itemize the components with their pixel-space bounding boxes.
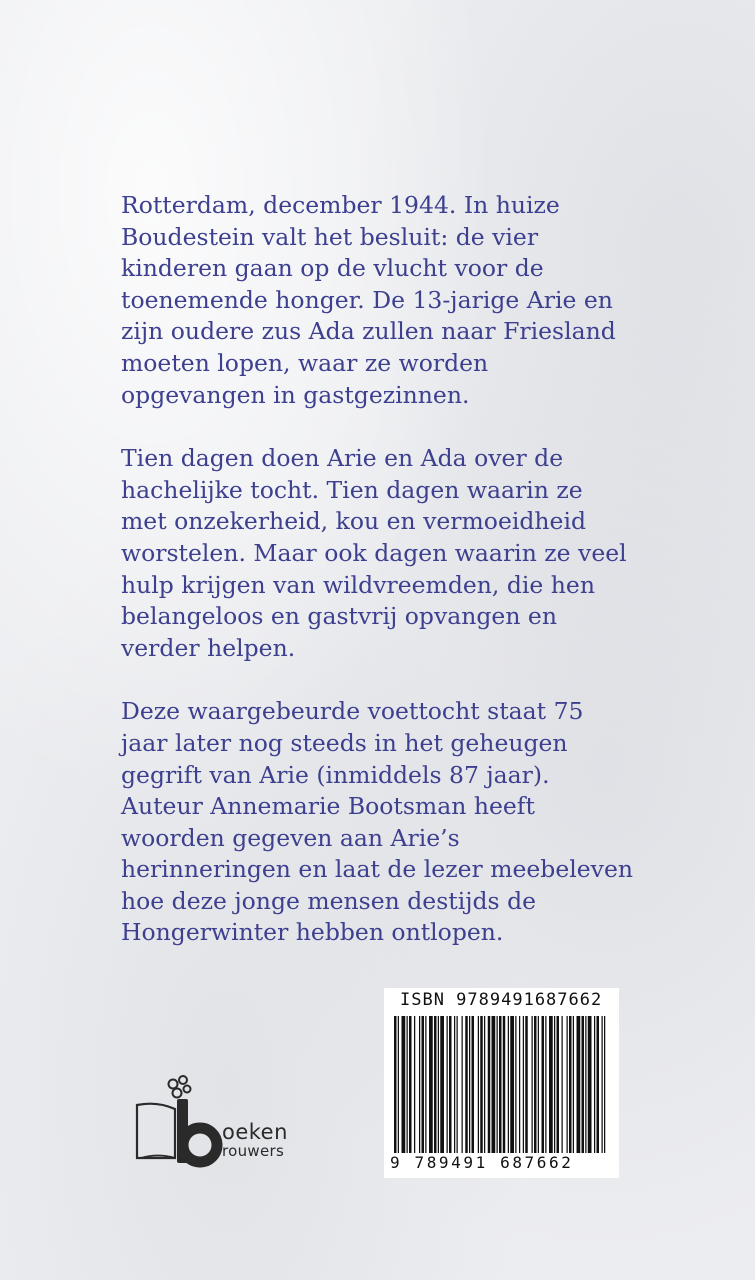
barcode-bar xyxy=(449,1016,452,1154)
barcode-bar xyxy=(394,1016,397,1164)
isbn-barcode xyxy=(384,988,619,1178)
blurb-paragraph-1: Rotterdam, december 1944. In huize Boudestein valt het besluit: de vier kinderen gaan op de vlucht voor de toenemende honger. De 13-jarige Arie en zijn oudere zus Ada zullen naar Friesland moeten lopen, waar ze worden opgevangen in gastgezinnen. xyxy=(121,191,616,409)
barcode-bar xyxy=(515,1016,516,1154)
barcode-bar xyxy=(588,1016,592,1154)
barcode-bar xyxy=(492,1016,496,1154)
blurb-paragraph-3: Deze waargebeurde voettocht staat 75 jaar later nog steeds in het geheugen gegrift van Arie (inmiddels 87 jaar). Auteur Annemarie Bootsman heeft woorden gegeven aan Arie’s herinneringen en laat de lezer meebeleven hoe deze jonge mensen destijds de Hongerwinter hebben ontlopen. xyxy=(121,697,633,947)
barcode-bar xyxy=(573,1016,574,1154)
barcode-bar xyxy=(499,1016,502,1164)
barcode-bar xyxy=(414,1016,415,1154)
barcode-bar xyxy=(462,1016,463,1154)
barcode-bar xyxy=(562,1016,563,1154)
barcode-bar xyxy=(398,1016,399,1164)
barcode-bar xyxy=(429,1016,433,1154)
barcode-bar xyxy=(545,1016,546,1154)
barcode-bar xyxy=(549,1016,553,1154)
barcode-bar xyxy=(469,1016,470,1154)
barcode-bar xyxy=(582,1016,585,1154)
barcode-bar xyxy=(472,1016,475,1154)
barcode-bar xyxy=(440,1016,444,1154)
barcode-bars xyxy=(392,1016,611,1164)
publisher-name-line2: rouwers xyxy=(222,1142,285,1160)
barcode-bar xyxy=(457,1016,458,1154)
barcode-bar xyxy=(604,1016,605,1164)
barcode-bar xyxy=(402,1016,406,1154)
barcode-bar xyxy=(484,1016,485,1154)
barcode-bar xyxy=(480,1016,483,1154)
barcode-bar xyxy=(597,1016,600,1154)
barcode-bar xyxy=(569,1016,572,1154)
barcode-bar xyxy=(454,1016,455,1154)
barcode-bar xyxy=(534,1016,537,1154)
blurb-paragraph-2: Tien dagen doen Arie en Ada over de hachelijke tocht. Tien dagen waarin ze met onzekerheid, kou en vermoeidheid worstelen. Maar ook dagen waarin ze veel hulp krijgen van wildvreemden, die hen belangeloos en gastvrij opvangen en verder helpen. xyxy=(121,444,627,662)
barcode-bar xyxy=(422,1016,425,1154)
barcode-bar xyxy=(478,1016,479,1154)
back-cover-blurb xyxy=(121,190,661,981)
barcode-bar xyxy=(419,1016,420,1154)
barcode-bar xyxy=(497,1016,498,1164)
barcode-bar xyxy=(407,1016,408,1154)
barcode-bar xyxy=(503,1016,506,1154)
barcode-bar xyxy=(542,1016,545,1154)
barcode-bar xyxy=(488,1016,491,1154)
barcode-bar xyxy=(602,1016,603,1164)
barcode-bar xyxy=(585,1016,586,1154)
barcode-bar xyxy=(557,1016,560,1154)
barcode-bar xyxy=(465,1016,468,1154)
barcode-bar xyxy=(510,1016,514,1154)
barcode-bar xyxy=(519,1016,520,1154)
barcode-bar xyxy=(447,1016,448,1154)
barcode-digits: 9 789491 687662 xyxy=(390,1153,615,1172)
barcode-bar xyxy=(554,1016,555,1154)
isbn-label: ISBN 9789491687662 xyxy=(400,990,603,1010)
barcode-bar xyxy=(532,1016,533,1154)
barcode-bar xyxy=(538,1016,539,1154)
barcode-bar xyxy=(567,1016,568,1154)
barcode-bar xyxy=(438,1016,439,1154)
barcode-bar xyxy=(525,1016,528,1154)
barcode-bar xyxy=(434,1016,437,1154)
barcode-bar xyxy=(409,1016,412,1154)
barcode-bar xyxy=(508,1016,509,1154)
barcode-bar xyxy=(594,1016,595,1154)
publisher-name-line1: oeken xyxy=(222,1120,288,1144)
barcode-bar xyxy=(577,1016,581,1154)
barcode-bar xyxy=(425,1016,426,1154)
barcode-bar xyxy=(523,1016,524,1154)
